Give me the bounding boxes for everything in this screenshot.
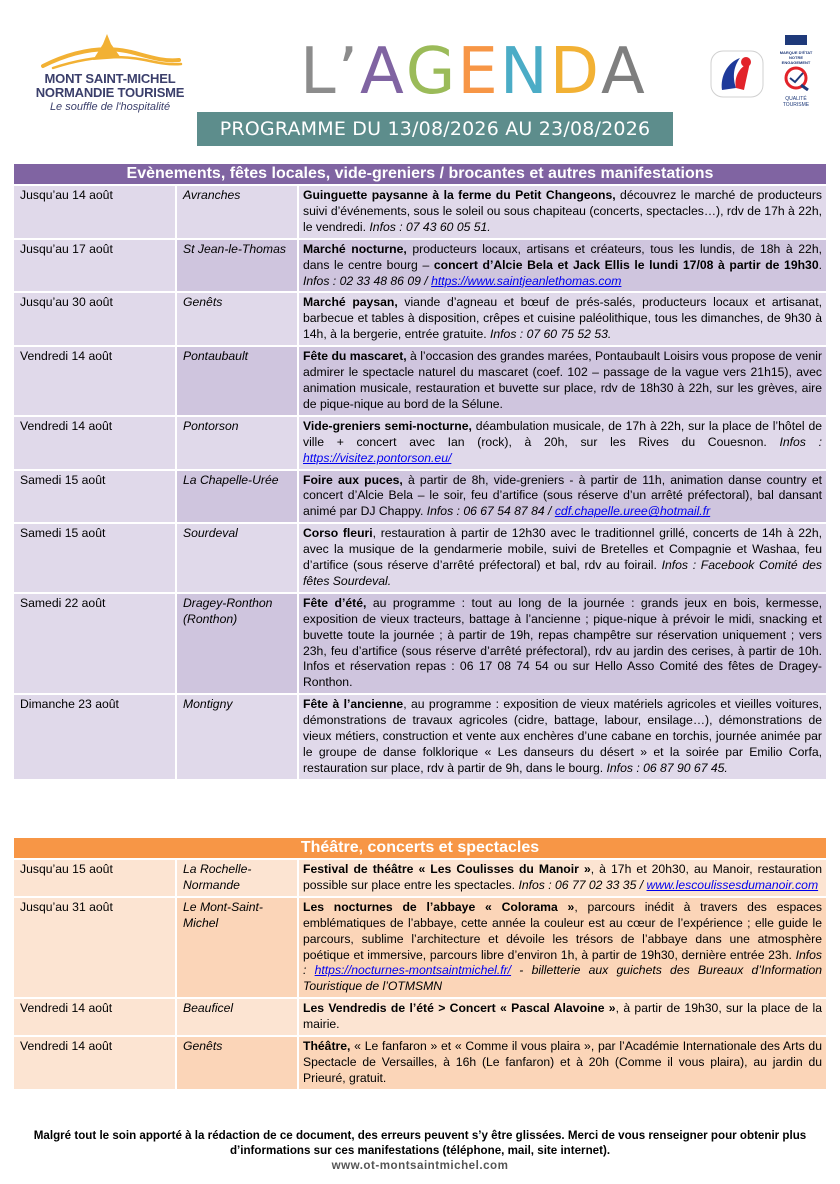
website-link[interactable]: www.ot-montsaintmichel.com	[331, 1159, 509, 1172]
event-name: Les Vendredis de l’été > Concert « Pascal Alavoine »	[303, 1001, 616, 1016]
disclaimer-text: Malgré tout le soin apporté à la rédaction de ce document, des erreurs peuvent s’y être glissées. Merci de vous renseigner pour obtenir plus d’informations sur ces manifestations (téléphone, mail, site internet).	[33, 1129, 807, 1157]
event-info: Infos : Facebook Comité des fêtes Sourdeval.	[303, 558, 822, 588]
event-description	[298, 998, 826, 1036]
event-place: Pontorson	[176, 416, 298, 470]
event-place: Genêts	[176, 292, 298, 346]
event-text: , à partir de 19h30, sur la place de la mairie.	[303, 1001, 822, 1032]
event-date: Dimanche 23 août	[14, 694, 176, 779]
event-place: Montigny	[176, 694, 298, 779]
event-text: au programme : tout au long de la journée : grands jeux en bois, kermesse, exposition de vieux tracteurs, battage à l’ancienne ; pique-nique à prévoir le midi, snacking et buvette toute la journée ; à partir de 19h, repas champêtre sur réservation uniquement ; vers 23h, feu d’artifice (sous réserve d’arrêté préfectoral), rdv au jardin des cerises, à partir de 10h. Infos et réservation repas : 06 17 08 74 54 ou sur Hello Asso Comité des fêtes de Dragey-Ronthon.	[303, 595, 822, 690]
footer	[14, 1128, 826, 1173]
event-description	[298, 1036, 826, 1089]
event-info: Infos : 02 33 48 86 09 /	[303, 273, 432, 288]
event-name: Théâtre,	[303, 1039, 351, 1054]
event-row	[14, 470, 826, 524]
event-text: à partir de 8h, vide-greniers - à partir de 11h, animation danse country et concert d’Alcie Bela – le soir, feu d’artifice (sous réserve d’un arrêté préfectoral), bal dansant animé par DJ Chappy.	[303, 472, 822, 519]
event-row	[14, 1036, 826, 1089]
section-title: Evènements, fêtes locales, vide-greniers / brocantes et autres manifestations	[14, 164, 826, 184]
event-row	[14, 185, 826, 239]
event-name: Les nocturnes de l’abbaye « Colorama »	[303, 899, 575, 914]
event-row	[14, 416, 826, 470]
badge-qt-label-1: QUALITÉ	[785, 96, 807, 102]
event-info: Infos : 07 60 75 52 53.	[490, 327, 612, 342]
event-name: Fête à l’ancienne	[303, 697, 404, 712]
event-place: La Rochelle-Normande	[176, 859, 298, 897]
event-description	[298, 859, 826, 897]
event-info: Infos :	[303, 947, 822, 978]
event-link[interactable]: cdf.chapelle.uree@hotmail.fr	[554, 504, 711, 519]
event-place: La Chapelle-Urée	[176, 470, 298, 524]
page-title	[300, 14, 647, 109]
mont-saint-michel-logo-icon	[35, 30, 185, 72]
event-name: Vide-greniers semi-nocturne,	[303, 418, 472, 433]
event-date: Vendredi 14 août	[14, 416, 176, 470]
events-table	[14, 184, 826, 779]
event-place: Pontaubault	[176, 346, 298, 416]
section-title: Théâtre, concerts et spectacles	[14, 838, 826, 858]
event-text: « Le fanfaron » et « Comme il vous plaira », par l’Académie Internationale des Arts du Spectacle de Versailles, à 16h (Le fanfaron) et à 20h (Comme il vous plaira), au jardin du Prieuré, gratuit.	[303, 1039, 822, 1085]
event-text: producteurs locaux, artisans et créateurs, tous les lundis, de 18h à 22h, dans le centre bourg –	[303, 241, 822, 272]
event-place: Beauficel	[176, 998, 298, 1036]
section-theatre	[14, 838, 826, 1089]
event-name: Guinguette paysanne à la ferme du Petit Changeons,	[303, 188, 616, 202]
event-row	[14, 239, 826, 293]
event-place: St Jean-le-Thomas	[176, 239, 298, 293]
event-text: à l’occasion des grandes marées, Pontaubault Loisirs vous propose de venir admirer le spectacle naturel du mascaret (coef. 102 – passage de la vague vers 21h15), avec animation musicale, restauration et buvette sur place, rdv de 18h30 à 22h, sur les grèves, aire de pique-nique au bord de la Sélune.	[303, 349, 823, 411]
event-text: déambulation musicale, de 17h à 22h, sur la place de l’hôtel de ville + concert avec Ian (rock), à 20h, sur les Rives du Couesnon.	[303, 418, 823, 449]
event-link[interactable]: https://visitez.pontorson.eu/	[303, 450, 452, 465]
event-description	[298, 470, 826, 524]
event-place: Le Mont-Saint-Michel	[176, 897, 298, 998]
event-row	[14, 292, 826, 346]
event-description	[298, 523, 826, 593]
section-events	[14, 164, 826, 779]
theatre-table	[14, 858, 826, 1089]
event-description	[298, 416, 826, 470]
event-info: - billetterie aux guichets des Bureaux d’Information Touristique de l’OTMSMN	[303, 963, 823, 994]
event-date: Vendredi 14 août	[14, 1036, 176, 1089]
title-letter: N	[499, 35, 550, 109]
event-description	[298, 239, 826, 293]
title-letter: E	[457, 35, 500, 109]
france-marianne-icon	[710, 50, 764, 98]
event-name: Marché nocturne,	[303, 241, 407, 256]
event-date: Vendredi 14 août	[14, 346, 176, 416]
event-text: , au programme : exposition de vieux matériels agricoles et vieilles voitures, démonstrations de travaux agricoles (cidre, battage, labour, ensilage…), démonstrations de vieux métiers, construction et vente aux enchères d’une cabane en torchis, journée animée par le groupe de danse folklorique « Les danseurs du désert » et la soirée par Emilio Corfa, restauration sur place, rdv à partir de 9h, dans le bourg.	[303, 697, 822, 775]
programme-banner: PROGRAMME DU 13/08/2026 AU 23/08/2026	[197, 112, 673, 146]
title-letter: A	[600, 35, 647, 109]
event-description	[298, 346, 826, 416]
qualite-tourisme-icon	[781, 65, 811, 91]
event-place: Genêts	[176, 1036, 298, 1089]
event-row	[14, 346, 826, 416]
event-link[interactable]: https://www.saintjeanlethomas.com	[431, 273, 622, 288]
event-date: Samedi 15 août	[14, 470, 176, 524]
event-date: Jusqu’au 31 août	[14, 897, 176, 998]
event-place: Avranches	[176, 185, 298, 239]
event-text: viande d’agneau et bœuf de prés-salés, producteurs locaux et artisanat, barbecue et tables à disposition, crêpes et cuisine paléolithique, tous les dimanches, de 9h30 à 14h, à la bergerie, entrée gratuite.	[303, 295, 822, 342]
event-info: Infos : 06 67 54 87 84 /	[426, 504, 555, 519]
title-letter: D	[549, 35, 601, 109]
title-letter: ’	[337, 35, 360, 109]
event-info: Infos : 06 77 02 33 35 /	[518, 877, 647, 892]
logo-line-1: MONT SAINT-MICHEL	[44, 71, 176, 86]
event-text: , restauration à partir de 12h30 avec le traditionnel grillé, concerts de 14h à 22h, avec la musique de la gendarmerie mobile, suivi de Bretelles et Compagnie et Washaa, feu d’artifice (sous réserve d’arrêté préfectoral) et bal, rdv au foirail.	[303, 526, 822, 573]
event-date: Samedi 22 août	[14, 593, 176, 694]
event-description	[298, 593, 826, 694]
badge-qt-mark: MARQUE D'ÉTAT	[779, 50, 813, 55]
france-tourism-badge	[710, 50, 764, 98]
badge-qt-engagement: NOTRE ENGAGEMENT	[781, 55, 811, 65]
event-info: Infos : 06 87 90 67 45.	[606, 760, 728, 775]
event-name: Marché paysan,	[303, 295, 398, 310]
event-place: Dragey-Ronthon (Ronthon)	[176, 593, 298, 694]
event-description	[298, 292, 826, 346]
event-text: découvrez le marché de producteurs suivi d’événements, sous le soleil ou sous chapiteau (concerts, spectacles…), rdv de 17h à 22h, le vendredi.	[303, 188, 822, 234]
qualite-tourisme-badge	[776, 32, 816, 108]
header	[0, 0, 840, 152]
event-row	[14, 998, 826, 1036]
event-row	[14, 523, 826, 593]
event-name: Foire aux puces,	[303, 472, 403, 487]
event-link[interactable]: www.lescoulissesdumanoir.com	[646, 877, 819, 892]
event-date: Jusqu’au 30 août	[14, 292, 176, 346]
event-description	[298, 694, 826, 779]
event-row	[14, 897, 826, 998]
event-name: concert d’Alcie Bela et Jack Ellis le lundi 17/08 à partir de 19h30	[433, 257, 819, 272]
event-row	[14, 859, 826, 897]
event-text: , parcours inédit à travers des espaces emblématiques de l’abbaye, cette année la couleur est au cœur de l’expérience ; elle guide le parcours, sublime l’architecture et dévoile les trésors de l’abbaye dans une atmosphère poétique et immersive, parcours libre d’environ 1h, à partir de 19h30, dernière entrée 23h.	[303, 899, 823, 962]
event-date: Vendredi 14 août	[14, 998, 176, 1036]
event-date: Jusqu’au 15 août	[14, 859, 176, 897]
logo-line-2: NORMANDIE TOURISME	[35, 85, 185, 100]
event-description	[298, 185, 826, 239]
event-name: Fête du mascaret,	[303, 349, 407, 364]
event-info: Infos :	[779, 434, 822, 449]
event-name: Fête d’été,	[303, 595, 367, 610]
title-letter: G	[405, 35, 458, 109]
badge-qt-label-2: TOURISME	[782, 102, 810, 108]
event-date: Samedi 15 août	[14, 523, 176, 593]
event-text: , à 17h et 20h30, au Manoir, restauration possible sur place entre les spectacles.	[303, 862, 822, 892]
event-link[interactable]: https://nocturnes-montsaintmichel.fr/	[314, 963, 512, 978]
title-letter: L	[300, 35, 338, 109]
event-date: Jusqu’au 14 août	[14, 185, 176, 239]
event-name: Corso fleuri	[303, 526, 373, 541]
logo-tagline: Le souffle de l'hospitalité	[49, 101, 171, 113]
event-description	[298, 897, 826, 998]
event-text: .	[818, 257, 823, 272]
title-letter: A	[360, 35, 406, 109]
event-row	[14, 694, 826, 779]
event-name: Festival de théâtre « Les Coulisses du Manoir »	[303, 862, 591, 876]
event-place: Sourdeval	[176, 523, 298, 593]
event-date: Jusqu’au 17 août	[14, 239, 176, 293]
event-info: Infos : 07 43 60 05 51.	[369, 219, 491, 234]
marque-etat-icon	[785, 35, 807, 45]
event-row	[14, 593, 826, 694]
brand-logo[interactable]	[30, 30, 190, 130]
